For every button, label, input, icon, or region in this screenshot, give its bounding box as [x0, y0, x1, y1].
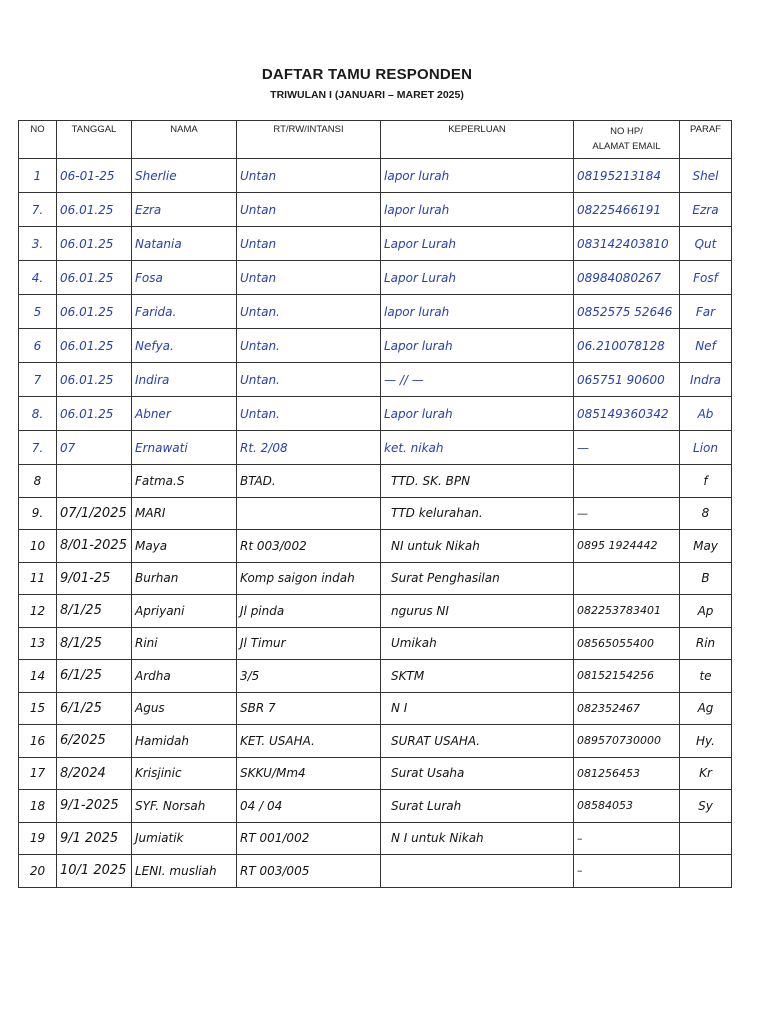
row-date: 8/1/25: [57, 595, 132, 628]
row-rt-rw-intansi: Untan: [237, 227, 381, 261]
row-number: 15: [19, 692, 57, 725]
row-rt-rw-intansi: Jl pinda: [237, 595, 381, 628]
row-number: 18: [19, 790, 57, 823]
row-purpose: Lapor lurah: [381, 329, 574, 363]
row-name: LENI. musliah: [132, 855, 237, 888]
row-purpose: N I untuk Nikah: [381, 822, 574, 855]
row-date: 06.01.25: [57, 261, 132, 295]
row-rt-rw-intansi: RT 003/005: [237, 855, 381, 888]
row-date: [57, 465, 132, 498]
table-row: [19, 660, 732, 693]
row-name: SYF. Norsah: [132, 790, 237, 823]
document-title: DAFTAR TAMU RESPONDEN: [261, 66, 473, 83]
row-phone-email: 08584053: [574, 790, 680, 823]
row-date: 07/1/2025: [57, 497, 132, 530]
table-row: [19, 431, 732, 465]
table-row: [19, 790, 732, 823]
row-name: Natania: [132, 227, 237, 261]
row-rt-rw-intansi: SKKU/Mm4: [237, 757, 381, 790]
column-header-paraf: PARAF: [680, 121, 732, 159]
row-rt-rw-intansi: SBR 7: [237, 692, 381, 725]
table-row: [19, 465, 732, 498]
row-phone-email: 082352467: [574, 692, 680, 725]
column-header-tanggal: TANGGAL: [57, 121, 132, 159]
table-row: [19, 397, 732, 431]
row-purpose: TTD. SK. BPN: [381, 465, 574, 498]
column-header-nama: NAMA: [132, 121, 237, 159]
row-date: 8/1/25: [57, 627, 132, 660]
table-row: [19, 562, 732, 595]
table-row: [19, 159, 732, 193]
row-rt-rw-intansi: Jl Timur: [237, 627, 381, 660]
row-signature: Ag: [680, 692, 732, 725]
row-number: 3.: [19, 227, 57, 261]
row-phone-email: [574, 465, 680, 498]
table-row: [19, 692, 732, 725]
row-purpose: Lapor Lurah: [381, 261, 574, 295]
row-purpose: ngurus NI: [381, 595, 574, 628]
row-signature: May: [680, 530, 732, 563]
table-row: [19, 497, 732, 530]
table-row: [19, 363, 732, 397]
row-date: 06.01.25: [57, 227, 132, 261]
row-rt-rw-intansi: Komp saigon indah: [237, 562, 381, 595]
row-date: 8/01-2025: [57, 530, 132, 563]
row-signature: Ap: [680, 595, 732, 628]
row-phone-email: 06.210078128: [574, 329, 680, 363]
table-row: [19, 295, 732, 329]
row-phone-email: 08565055400: [574, 627, 680, 660]
row-number: 1: [19, 159, 57, 193]
row-date: 06.01.25: [57, 295, 132, 329]
table-row: [19, 855, 732, 888]
row-rt-rw-intansi: Rt 003/002: [237, 530, 381, 563]
table-row: [19, 261, 732, 295]
row-date: 06-01-25: [57, 159, 132, 193]
row-number: 12: [19, 595, 57, 628]
row-number: 17: [19, 757, 57, 790]
row-signature: Rin: [680, 627, 732, 660]
row-phone-email: 08225466191: [574, 193, 680, 227]
row-date: 06.01.25: [57, 397, 132, 431]
column-header-no: NO: [19, 121, 57, 159]
table-row: [19, 193, 732, 227]
row-name: Ernawati: [132, 431, 237, 465]
row-date: 6/1/25: [57, 660, 132, 693]
row-name: Apriyani: [132, 595, 237, 628]
row-phone-email: –: [574, 855, 680, 888]
row-purpose: [381, 855, 574, 888]
row-phone-email: 085149360342: [574, 397, 680, 431]
row-rt-rw-intansi: Untan: [237, 261, 381, 295]
row-signature: Indra: [680, 363, 732, 397]
row-name: Agus: [132, 692, 237, 725]
row-rt-rw-intansi: 3/5: [237, 660, 381, 693]
row-signature: Qut: [680, 227, 732, 261]
row-signature: Ezra: [680, 193, 732, 227]
row-number: 11: [19, 562, 57, 595]
row-purpose: Surat Penghasilan: [381, 562, 574, 595]
column-header-no-hp-email: NO HP/ ALAMAT EMAIL: [574, 121, 680, 159]
row-phone-email: 08984080267: [574, 261, 680, 295]
row-phone-email: 0895 1924442: [574, 530, 680, 563]
row-purpose: Lapor lurah: [381, 397, 574, 431]
row-number: 8: [19, 465, 57, 498]
row-name: Hamidah: [132, 725, 237, 758]
row-date: 9/01-25: [57, 562, 132, 595]
row-purpose: Lapor Lurah: [381, 227, 574, 261]
row-signature: Shel: [680, 159, 732, 193]
row-purpose: N I: [381, 692, 574, 725]
row-purpose: lapor lurah: [381, 193, 574, 227]
table-row: [19, 329, 732, 363]
row-phone-email: 065751 90600: [574, 363, 680, 397]
row-phone-email: 083142403810: [574, 227, 680, 261]
row-number: 9.: [19, 497, 57, 530]
document-subtitle: TRIWULAN I (JANUARI – MARET 2025): [270, 89, 464, 101]
row-date: 9/1 2025: [57, 822, 132, 855]
row-name: Fatma.S: [132, 465, 237, 498]
row-number: 14: [19, 660, 57, 693]
row-number: 13: [19, 627, 57, 660]
row-signature: 8: [680, 497, 732, 530]
row-signature: f: [680, 465, 732, 498]
row-date: 07: [57, 431, 132, 465]
row-date: 8/2024: [57, 757, 132, 790]
table-row: [19, 595, 732, 628]
row-purpose: ket. nikah: [381, 431, 574, 465]
row-signature: Kr: [680, 757, 732, 790]
row-phone-email: 0852575 52646: [574, 295, 680, 329]
row-name: Ezra: [132, 193, 237, 227]
table-body: [19, 159, 732, 888]
table-row: [19, 725, 732, 758]
row-phone-email: 08152154256: [574, 660, 680, 693]
row-rt-rw-intansi: Untan.: [237, 363, 381, 397]
row-phone-email: 089570730000: [574, 725, 680, 758]
row-purpose: NI untuk Nikah: [381, 530, 574, 563]
column-header-rt-rw-intansi: RT/RW/INTANSI: [237, 121, 381, 159]
row-purpose: Surat Usaha: [381, 757, 574, 790]
row-name: Ardha: [132, 660, 237, 693]
row-name: Fosa: [132, 261, 237, 295]
row-number: 7: [19, 363, 57, 397]
table-row: [19, 627, 732, 660]
row-rt-rw-intansi: Untan.: [237, 295, 381, 329]
row-date: 9/1-2025: [57, 790, 132, 823]
row-rt-rw-intansi: [237, 497, 381, 530]
row-number: 8.: [19, 397, 57, 431]
table-header-row: [19, 121, 732, 159]
row-rt-rw-intansi: 04 / 04: [237, 790, 381, 823]
row-rt-rw-intansi: Untan.: [237, 329, 381, 363]
row-number: 10: [19, 530, 57, 563]
row-signature: Lion: [680, 431, 732, 465]
row-signature: Ab: [680, 397, 732, 431]
row-phone-email: 082253783401: [574, 595, 680, 628]
row-phone-email: [574, 562, 680, 595]
row-signature: [680, 822, 732, 855]
row-rt-rw-intansi: Rt. 2/08: [237, 431, 381, 465]
row-purpose: TTD kelurahan.: [381, 497, 574, 530]
row-rt-rw-intansi: RT 001/002: [237, 822, 381, 855]
table-row: [19, 757, 732, 790]
row-purpose: lapor lurah: [381, 159, 574, 193]
row-name: Sherlie: [132, 159, 237, 193]
row-name: Jumiatik: [132, 822, 237, 855]
row-rt-rw-intansi: Untan: [237, 159, 381, 193]
row-number: 6: [19, 329, 57, 363]
row-signature: Far: [680, 295, 732, 329]
row-number: 5: [19, 295, 57, 329]
row-signature: Fosf: [680, 261, 732, 295]
row-name: MARI: [132, 497, 237, 530]
row-number: 7.: [19, 193, 57, 227]
row-rt-rw-intansi: Untan: [237, 193, 381, 227]
row-purpose: SURAT USAHA.: [381, 725, 574, 758]
row-number: 4.: [19, 261, 57, 295]
row-date: 06.01.25: [57, 329, 132, 363]
row-number: 16: [19, 725, 57, 758]
row-name: Rini: [132, 627, 237, 660]
row-name: Burhan: [132, 562, 237, 595]
row-phone-email: —: [574, 497, 680, 530]
row-purpose: SKTM: [381, 660, 574, 693]
table-row: [19, 227, 732, 261]
row-date: 10/1 2025: [57, 855, 132, 888]
row-rt-rw-intansi: KET. USAHA.: [237, 725, 381, 758]
row-name: Indira: [132, 363, 237, 397]
row-name: Krisjinic: [132, 757, 237, 790]
row-rt-rw-intansi: Untan.: [237, 397, 381, 431]
row-signature: [680, 855, 732, 888]
row-purpose: lapor lurah: [381, 295, 574, 329]
row-purpose: Surat Lurah: [381, 790, 574, 823]
row-phone-email: —: [574, 431, 680, 465]
column-header-keperluan: KEPERLUAN: [381, 121, 574, 159]
row-name: Maya: [132, 530, 237, 563]
row-purpose: — // —: [381, 363, 574, 397]
row-signature: Hy.: [680, 725, 732, 758]
row-number: 19: [19, 822, 57, 855]
row-rt-rw-intansi: BTAD.: [237, 465, 381, 498]
row-date: 06.01.25: [57, 193, 132, 227]
row-number: 20: [19, 855, 57, 888]
row-date: 6/2025: [57, 725, 132, 758]
row-purpose: Umikah: [381, 627, 574, 660]
row-phone-email: 08195213184: [574, 159, 680, 193]
row-date: 06.01.25: [57, 363, 132, 397]
row-date: 6/1/25: [57, 692, 132, 725]
table-row: [19, 530, 732, 563]
guest-log-table: [18, 120, 732, 888]
row-signature: B: [680, 562, 732, 595]
row-name: Farida.: [132, 295, 237, 329]
row-number: 7.: [19, 431, 57, 465]
row-phone-email: –: [574, 822, 680, 855]
row-signature: Nef: [680, 329, 732, 363]
row-signature: te: [680, 660, 732, 693]
row-name: Abner: [132, 397, 237, 431]
row-name: Nefya.: [132, 329, 237, 363]
row-signature: Sy: [680, 790, 732, 823]
row-phone-email: 081256453: [574, 757, 680, 790]
table-row: [19, 822, 732, 855]
